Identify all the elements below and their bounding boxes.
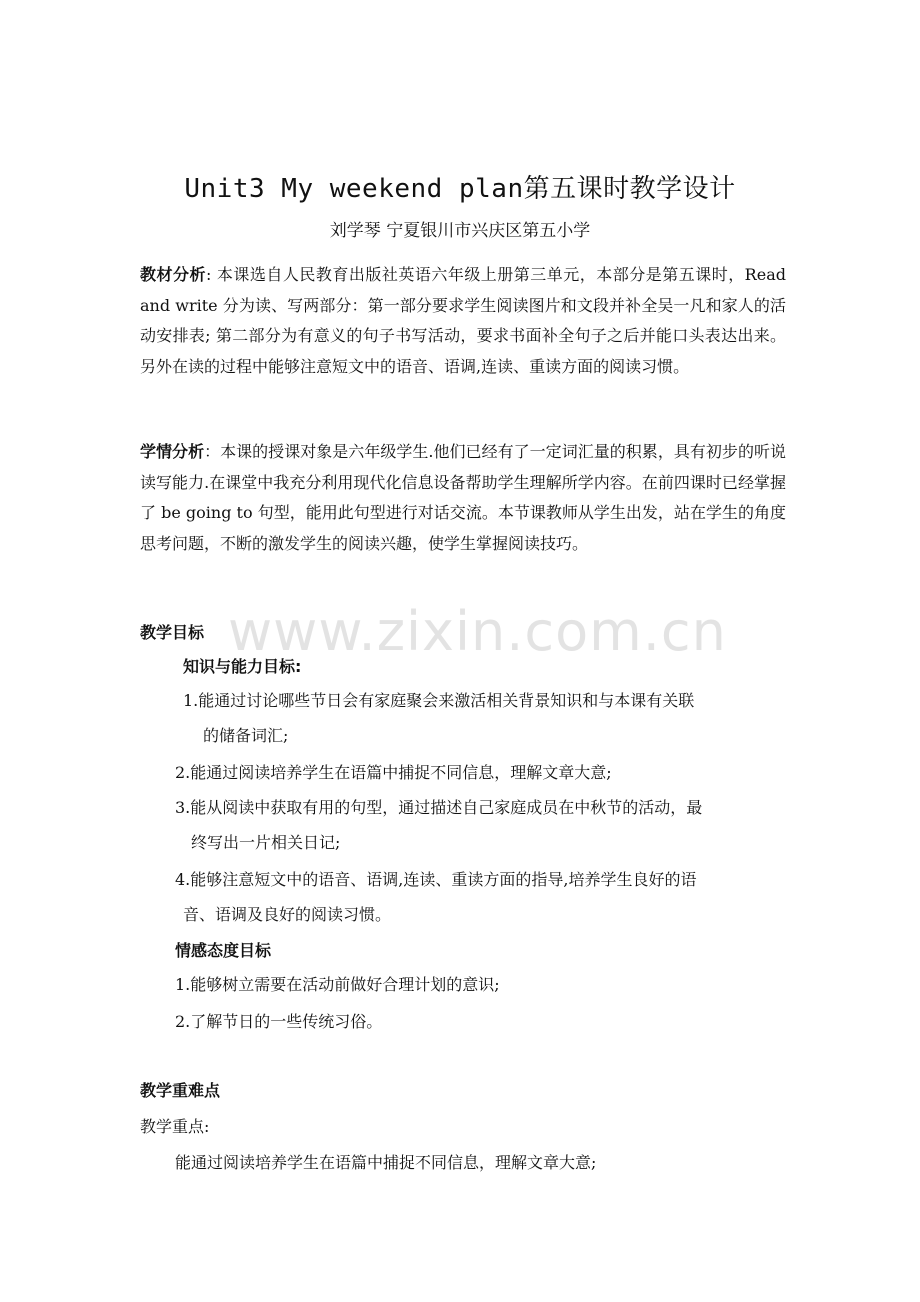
- student-analysis-text: ：本课的授课对象是六年级学生.他们已经有了一定词汇量的积累，具有初步的听说读写能力.在课堂中我充分利用现代化信息设备帮助学生理解所学内容。在前四课时已经掌握了 be going to 句型，能用此句型进行对话交流。本节课教师从学生出发，站在学生的角度思考问题，不断的激发学生的阅读兴趣，使学生掌握阅读技巧。: [140, 442, 786, 553]
- emotion-item-2: 2.了解节日的一些传统习俗。: [175, 1012, 383, 1031]
- knowledge-item-3-line-2: 终写出一片相关日记;: [191, 833, 341, 852]
- knowledge-heading: 知识与能力目标:: [183, 657, 302, 676]
- material-analysis-text: : 本课选自人民教育出版社英语六年级上册第三单元，本部分是第五课时，Read and write 分为读、写两部分：第一部分要求学生阅读图片和文段并补全吴一凡和家人的活动安排表; 第二部分为有意义的句子书写活动，要求书面补全句子之后并能口头表达出来。另外在读的过程中能够注意短文中的语音、语调,连读、重读方面的阅读习惯。: [140, 265, 786, 376]
- knowledge-item-1-line-1: 1.能通过讨论哪些节日会有家庭聚会来激活相关背景知识和与本课有关联: [183, 691, 695, 710]
- student-analysis-paragraph: [140, 437, 786, 559]
- knowledge-item-4-line-2: 音、语调及良好的阅读习惯。: [183, 905, 392, 924]
- document-title: Unit3 My weekend plan第五课时教学设计: [184, 174, 736, 204]
- material-analysis-label: 教材分析: [140, 265, 206, 284]
- material-analysis-paragraph: [140, 260, 786, 382]
- knowledge-item-4-line-1: 4.能够注意短文中的语音、语调,连读、重读方面的指导,培养学生良好的语: [175, 870, 697, 889]
- knowledge-item-2: 2.能通过阅读培养学生在语篇中捕捉不同信息，理解文章大意;: [175, 763, 612, 782]
- author-line: 刘学琴 宁夏银川市兴庆区第五小学: [329, 221, 591, 241]
- emotion-heading: 情感态度目标: [175, 941, 272, 960]
- objectives-heading: 教学目标: [140, 623, 205, 642]
- student-analysis-label: 学情分析: [140, 442, 205, 461]
- knowledge-item-1-line-2: 的储备词汇;: [203, 726, 289, 745]
- key-difficult-heading: 教学重难点: [140, 1081, 221, 1100]
- emotion-item-1: 1.能够树立需要在活动前做好合理计划的意识;: [175, 975, 500, 994]
- key-point-label: 教学重点:: [140, 1117, 210, 1136]
- knowledge-item-3-line-1: 3.能从阅读中获取有用的句型，通过描述自己家庭成员在中秋节的活动，最: [175, 798, 703, 817]
- watermark: www.zixin.com.cn: [228, 600, 727, 663]
- key-point-text: 能通过阅读培养学生在语篇中捕捉不同信息，理解文章大意;: [175, 1153, 597, 1172]
